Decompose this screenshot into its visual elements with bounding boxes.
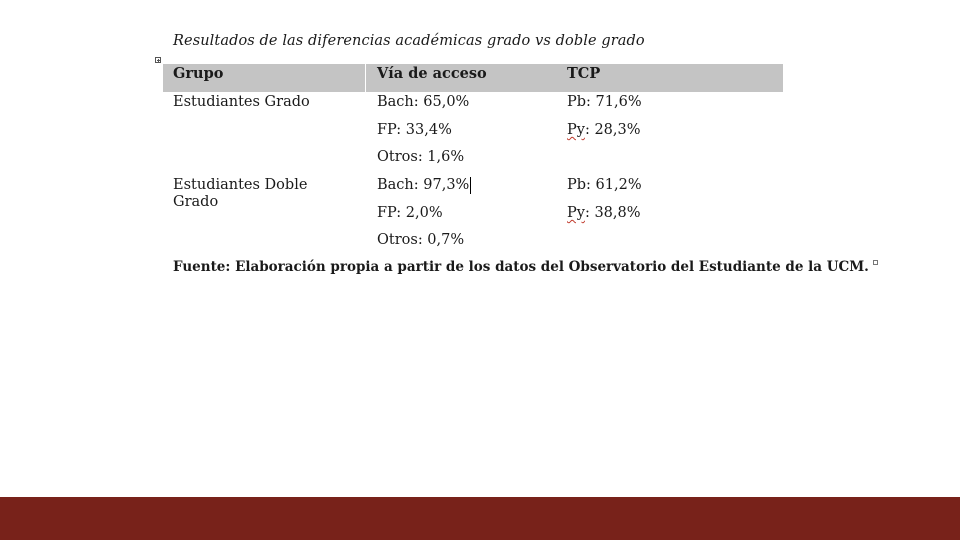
text-cursor	[470, 177, 471, 194]
source-note	[173, 259, 878, 275]
cell-tcp-pb-grado	[567, 94, 642, 111]
tcp-value: : 71,6%	[586, 94, 642, 110]
cell-via-otros-grado: Otros: 1,6%	[377, 149, 465, 165]
cell-via-fp-doble: FP: 2,0%	[377, 205, 443, 221]
cell-via-fp-grado: FP: 33,4%	[377, 122, 452, 138]
tcp-prefix: Pb	[567, 177, 587, 193]
tcp-value: : 38,8%	[584, 205, 641, 221]
paragraph-mark-icon	[873, 260, 878, 265]
cell-via-bach-doble	[377, 177, 471, 194]
table-caption: Resultados de las diferencias académicas grado vs doble grado	[173, 33, 645, 49]
tcp-prefix-spellcheck: Py	[567, 122, 585, 138]
cell-grupo-grado: Estudiantes Grado	[173, 94, 310, 110]
cell-grupo-doble-grado: Estudiantes Doble Grado	[173, 177, 308, 210]
cell-tcp-py-grado	[567, 122, 641, 139]
header-tcp: TCP	[567, 65, 601, 82]
tcp-prefix: Pb	[567, 94, 587, 110]
cell-via-otros-doble: Otros: 0,7%	[377, 232, 465, 248]
tcp-prefix-spellcheck: Py	[567, 205, 585, 221]
cell-via-bach-grado: Bach: 65,0%	[377, 94, 470, 110]
via-text: Bach: 97,3%	[377, 177, 470, 193]
cell-tcp-pb-doble	[567, 177, 642, 194]
tcp-value: : 28,3%	[584, 122, 641, 138]
header-divider	[365, 64, 366, 92]
header-via-de-acceso: Vía de acceso	[377, 65, 487, 82]
footer-bar	[0, 497, 960, 540]
source-text: Fuente: Elaboración propia a partir de los datos del Observatorio del Estudiante de la UCM.	[173, 259, 869, 275]
tcp-value: : 61,2%	[586, 177, 642, 193]
cell-tcp-py-doble	[567, 205, 641, 222]
header-grupo: Grupo	[173, 65, 224, 82]
table-move-handle-icon[interactable]	[155, 57, 161, 63]
